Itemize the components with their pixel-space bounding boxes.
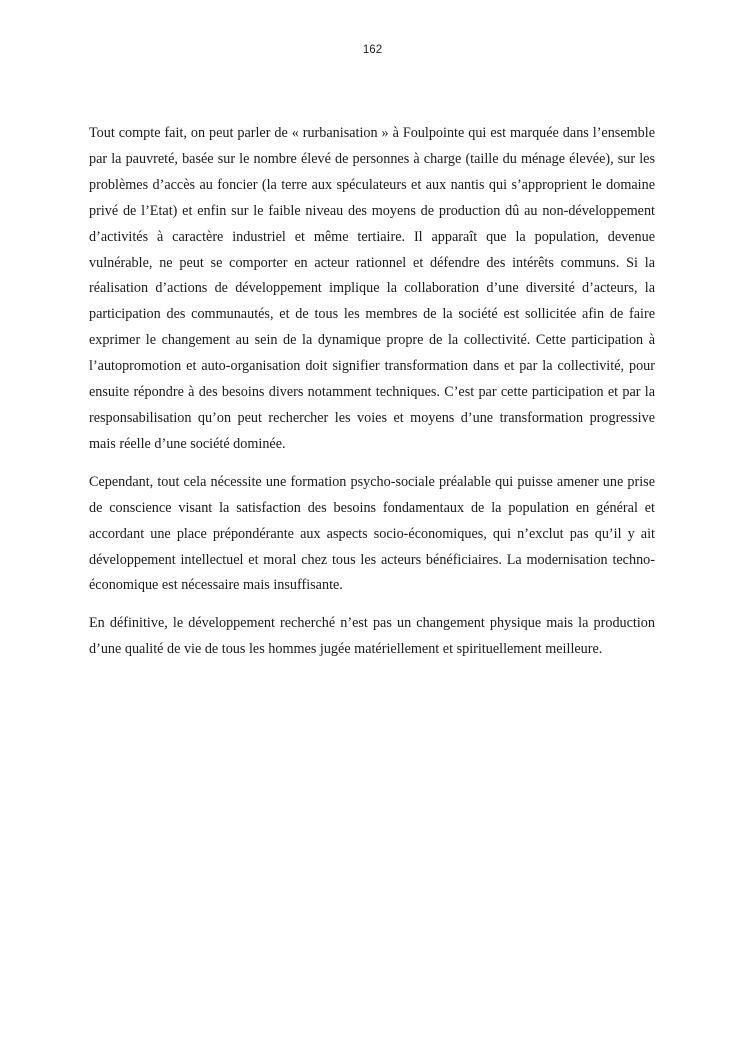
page-number: 162 xyxy=(362,44,383,56)
paragraph-conclusion: En définitive, le développement recherché n’est pas un changement physique mais la production d’une qualité de vie de tous les hommes jugée matériellement et spirituellement meilleure. xyxy=(89,615,655,658)
paragraph-rurbanisation: Tout compte fait, on peut parler de « rurbanisation » à Foulpointe qui est marquée dans l’ensemble par la pauvreté, basée sur le nombre élevé de personnes à charge (taille du ménage élevée), sur les problèmes d’accès au foncier (la terre aux spéculateurs et aux nantis qui s’approprient le domaine privé de l’Etat) et enfin sur le faible niveau des moyens de production dû au non-développement d’activités à caractère industriel et même tertiaire. Il apparaît que la population, devenue vulnérable, ne peut se comporter en acteur rationnel et défendre des intérêts communs. Si la réalisation d’actions de développement implique la collaboration d’une diversité d’acteurs, la participation des communautés, et de tous les membres de la société est sollicitée afin de faire exprimer le changement au sein de la dynamique propre de la collectivité. Cette participation à l’autopromotion et auto-organisation doit signifier transformation dans et par la collectivité, pour ensuite répondre à des besoins divers notamment techniques. C’est par cette participation et par la responsabilisation qu’on peut rechercher les voies et moyens d’une transformation progressive mais réelle d’une société dominée. xyxy=(89,125,655,452)
body-text xyxy=(89,121,655,675)
paragraph-formation-psycho-sociale: Cependant, tout cela nécessite une formation psycho-sociale préalable qui puisse amener une prise de conscience visant la satisfaction des besoins fondamentaux de la population en général et accordant une place prépondérante aux aspects socio-économiques, qui n’exclut pas qu’il y ait développement intellectuel et moral chez tous les acteurs bénéficiaires. La modernisation techno-économique est nécessaire mais insuffisante. xyxy=(89,473,655,594)
